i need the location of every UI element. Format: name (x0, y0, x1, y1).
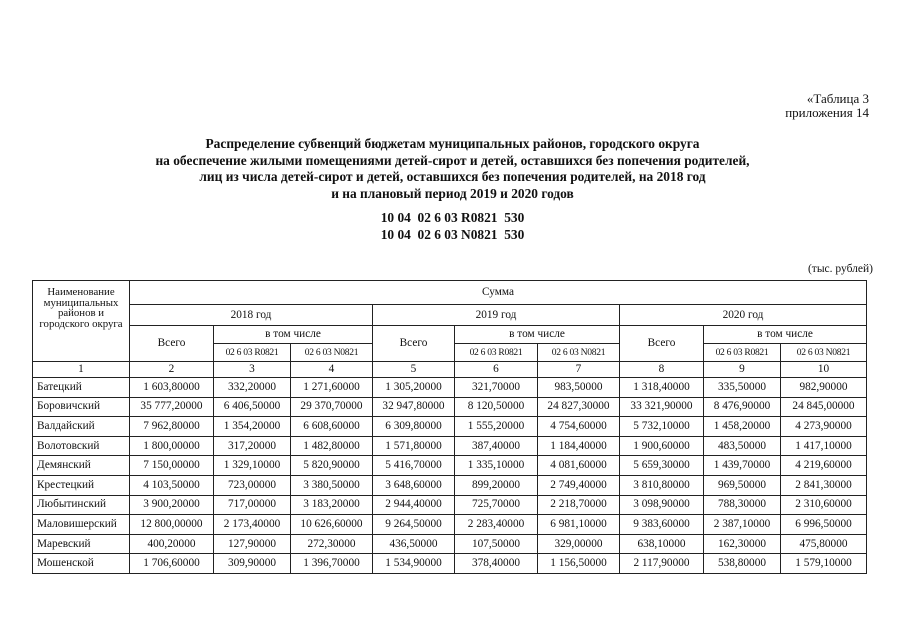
amount-cell: 378,40000 (455, 554, 538, 574)
column-number: 6 (455, 362, 538, 378)
budget-code-line: 10 04 02 6 03 R0821 530 (380, 210, 525, 225)
column-number: 2 (130, 362, 214, 378)
amount-cell: 335,50000 (704, 378, 781, 398)
units-label: (тыс. рублей) (807, 263, 873, 275)
amount-cell: 2 749,40000 (538, 475, 620, 495)
column-number: 3 (214, 362, 291, 378)
amount-cell: 5 659,30000 (620, 456, 704, 476)
amount-cell: 3 380,50000 (291, 475, 373, 495)
amount-cell: 12 800,00000 (130, 515, 214, 535)
column-number: 5 (373, 362, 455, 378)
amount-cell: 538,80000 (704, 554, 781, 574)
ref-appendix: приложения 14 (785, 105, 869, 120)
amount-cell: 1 439,70000 (704, 456, 781, 476)
amount-cell: 1 579,10000 (781, 554, 867, 574)
municipality-name: Крестецкий (33, 475, 130, 495)
municipality-name: Валдайский (33, 417, 130, 437)
amount-cell: 1 555,20000 (455, 417, 538, 437)
amount-cell: 32 947,80000 (373, 397, 455, 417)
header-code-n0821-2019: 02 6 03 N0821 (538, 344, 620, 362)
amount-cell: 483,50000 (704, 436, 781, 456)
amount-cell: 1 603,80000 (130, 378, 214, 398)
amount-cell: 1 900,60000 (620, 436, 704, 456)
header-year-2018: 2018 год (130, 305, 373, 326)
amount-cell: 788,30000 (704, 495, 781, 515)
header-including-2019: в том числе (455, 326, 620, 344)
amount-cell: 107,50000 (455, 534, 538, 554)
header-municipality: Наименование муниципальных районов и городского округа (33, 281, 130, 362)
amount-cell: 3 648,60000 (373, 475, 455, 495)
amount-cell: 969,50000 (704, 475, 781, 495)
municipality-name: Батецкий (33, 378, 130, 398)
amount-cell: 436,50000 (373, 534, 455, 554)
amount-cell: 6 309,80000 (373, 417, 455, 437)
municipality-name: Любытинский (33, 495, 130, 515)
amount-cell: 3 183,20000 (291, 495, 373, 515)
amount-cell: 4 103,50000 (130, 475, 214, 495)
table-row (33, 475, 867, 495)
header-code-n0821-2020: 02 6 03 N0821 (781, 344, 867, 362)
amount-cell: 9 383,60000 (620, 515, 704, 535)
amount-cell: 1 482,80000 (291, 436, 373, 456)
title-line: Распределение субвенций бюджетам муниципальных районов, городского округа (205, 136, 700, 151)
amount-cell: 1 329,10000 (214, 456, 291, 476)
table-row (33, 436, 867, 456)
amount-cell: 8 120,50000 (455, 397, 538, 417)
title-line: на обеспечение жилыми помещениями детей-сирот и детей, оставшихся без попечения родителей, (155, 152, 750, 168)
amount-cell: 332,20000 (214, 378, 291, 398)
amount-cell: 723,00000 (214, 475, 291, 495)
column-number: 8 (620, 362, 704, 378)
municipality-name: Маревский (33, 534, 130, 554)
municipality-name: Демянский (33, 456, 130, 476)
amount-cell: 5 820,90000 (291, 456, 373, 476)
amount-cell: 4 273,90000 (781, 417, 867, 437)
header-code-r0821-2018: 02 6 03 R0821 (214, 344, 291, 362)
amount-cell: 1 271,60000 (291, 378, 373, 398)
amount-cell: 9 264,50000 (373, 515, 455, 535)
amount-cell: 2 310,60000 (781, 495, 867, 515)
table-row (33, 495, 867, 515)
amount-cell: 272,30000 (291, 534, 373, 554)
table-body (33, 378, 867, 574)
amount-cell: 3 900,20000 (130, 495, 214, 515)
amount-cell: 6 608,60000 (291, 417, 373, 437)
header-sum: Сумма (130, 281, 867, 305)
header-code-r0821-2020: 02 6 03 R0821 (704, 344, 781, 362)
amount-cell: 1 396,70000 (291, 554, 373, 574)
title-line: лиц из числа детей-сирот и детей, оставшихся без попечения родителей, на 2018 год (199, 169, 706, 184)
amount-cell: 4 219,60000 (781, 456, 867, 476)
amount-cell: 2 117,90000 (620, 554, 704, 574)
amount-cell: 2 173,40000 (214, 515, 291, 535)
municipality-name: Маловишерский (33, 515, 130, 535)
document-title (0, 136, 905, 202)
amount-cell: 7 150,00000 (130, 456, 214, 476)
header-including-2018: в том числе (214, 326, 373, 344)
amount-cell: 35 777,20000 (130, 397, 214, 417)
amount-cell: 6 996,50000 (781, 515, 867, 535)
amount-cell: 1 335,10000 (455, 456, 538, 476)
municipality-name: Волотовский (33, 436, 130, 456)
amount-cell: 29 370,70000 (291, 397, 373, 417)
amount-cell: 5 416,70000 (373, 456, 455, 476)
amount-cell: 1 305,20000 (373, 378, 455, 398)
amount-cell: 899,20000 (455, 475, 538, 495)
amount-cell: 387,40000 (455, 436, 538, 456)
amount-cell: 1 800,00000 (130, 436, 214, 456)
header-year-2019: 2019 год (373, 305, 620, 326)
amount-cell: 309,90000 (214, 554, 291, 574)
amount-cell: 4 081,60000 (538, 456, 620, 476)
amount-cell: 1 156,50000 (538, 554, 620, 574)
header-year-2020: 2020 год (620, 305, 867, 326)
municipality-name: Боровичский (33, 397, 130, 417)
amount-cell: 982,90000 (781, 378, 867, 398)
table-row (33, 515, 867, 535)
column-number: 1 (33, 362, 130, 378)
amount-cell: 24 845,00000 (781, 397, 867, 417)
subsidy-table (32, 280, 867, 574)
header-code-n0821-2018: 02 6 03 N0821 (291, 344, 373, 362)
amount-cell: 317,20000 (214, 436, 291, 456)
amount-cell: 638,10000 (620, 534, 704, 554)
amount-cell: 321,70000 (455, 378, 538, 398)
amount-cell: 6 406,50000 (214, 397, 291, 417)
amount-cell: 1 534,90000 (373, 554, 455, 574)
amount-cell: 725,70000 (455, 495, 538, 515)
column-number: 9 (704, 362, 781, 378)
column-number: 4 (291, 362, 373, 378)
ref-table-number: «Таблица 3 (806, 91, 869, 106)
amount-cell: 1 417,10000 (781, 436, 867, 456)
municipality-name: Мошенской (33, 554, 130, 574)
amount-cell: 1 706,60000 (130, 554, 214, 574)
budget-code-line: 10 04 02 6 03 N0821 530 (380, 226, 525, 242)
amount-cell: 983,50000 (538, 378, 620, 398)
amount-cell: 1 354,20000 (214, 417, 291, 437)
table-reference (785, 92, 869, 120)
table-row (33, 456, 867, 476)
column-number: 10 (781, 362, 867, 378)
header-including-2020: в том числе (704, 326, 867, 344)
header-total-2020: Всего (620, 326, 704, 362)
title-line: и на плановый период 2019 и 2020 годов (331, 185, 574, 201)
amount-cell: 7 962,80000 (130, 417, 214, 437)
amount-cell: 2 283,40000 (455, 515, 538, 535)
amount-cell: 4 754,60000 (538, 417, 620, 437)
amount-cell: 2 841,30000 (781, 475, 867, 495)
amount-cell: 1 318,40000 (620, 378, 704, 398)
amount-cell: 2 944,40000 (373, 495, 455, 515)
header-total-2018: Всего (130, 326, 214, 362)
amount-cell: 127,90000 (214, 534, 291, 554)
amount-cell: 33 321,90000 (620, 397, 704, 417)
amount-cell: 2 218,70000 (538, 495, 620, 515)
amount-cell: 3 098,90000 (620, 495, 704, 515)
amount-cell: 717,00000 (214, 495, 291, 515)
table-row (33, 397, 867, 417)
amount-cell: 2 387,10000 (704, 515, 781, 535)
amount-cell: 329,00000 (538, 534, 620, 554)
column-number: 7 (538, 362, 620, 378)
column-number-row (33, 362, 867, 378)
amount-cell: 475,80000 (781, 534, 867, 554)
amount-cell: 1 571,80000 (373, 436, 455, 456)
amount-cell: 8 476,90000 (704, 397, 781, 417)
amount-cell: 5 732,10000 (620, 417, 704, 437)
table-row (33, 378, 867, 398)
amount-cell: 24 827,30000 (538, 397, 620, 417)
amount-cell: 1 184,40000 (538, 436, 620, 456)
amount-cell: 6 981,10000 (538, 515, 620, 535)
table-row (33, 554, 867, 574)
amount-cell: 162,30000 (704, 534, 781, 554)
header-total-2019: Всего (373, 326, 455, 362)
table-row (33, 417, 867, 437)
budget-codes (0, 210, 905, 243)
amount-cell: 400,20000 (130, 534, 214, 554)
table-row (33, 534, 867, 554)
header-code-r0821-2019: 02 6 03 R0821 (455, 344, 538, 362)
amount-cell: 3 810,80000 (620, 475, 704, 495)
amount-cell: 10 626,60000 (291, 515, 373, 535)
amount-cell: 1 458,20000 (704, 417, 781, 437)
